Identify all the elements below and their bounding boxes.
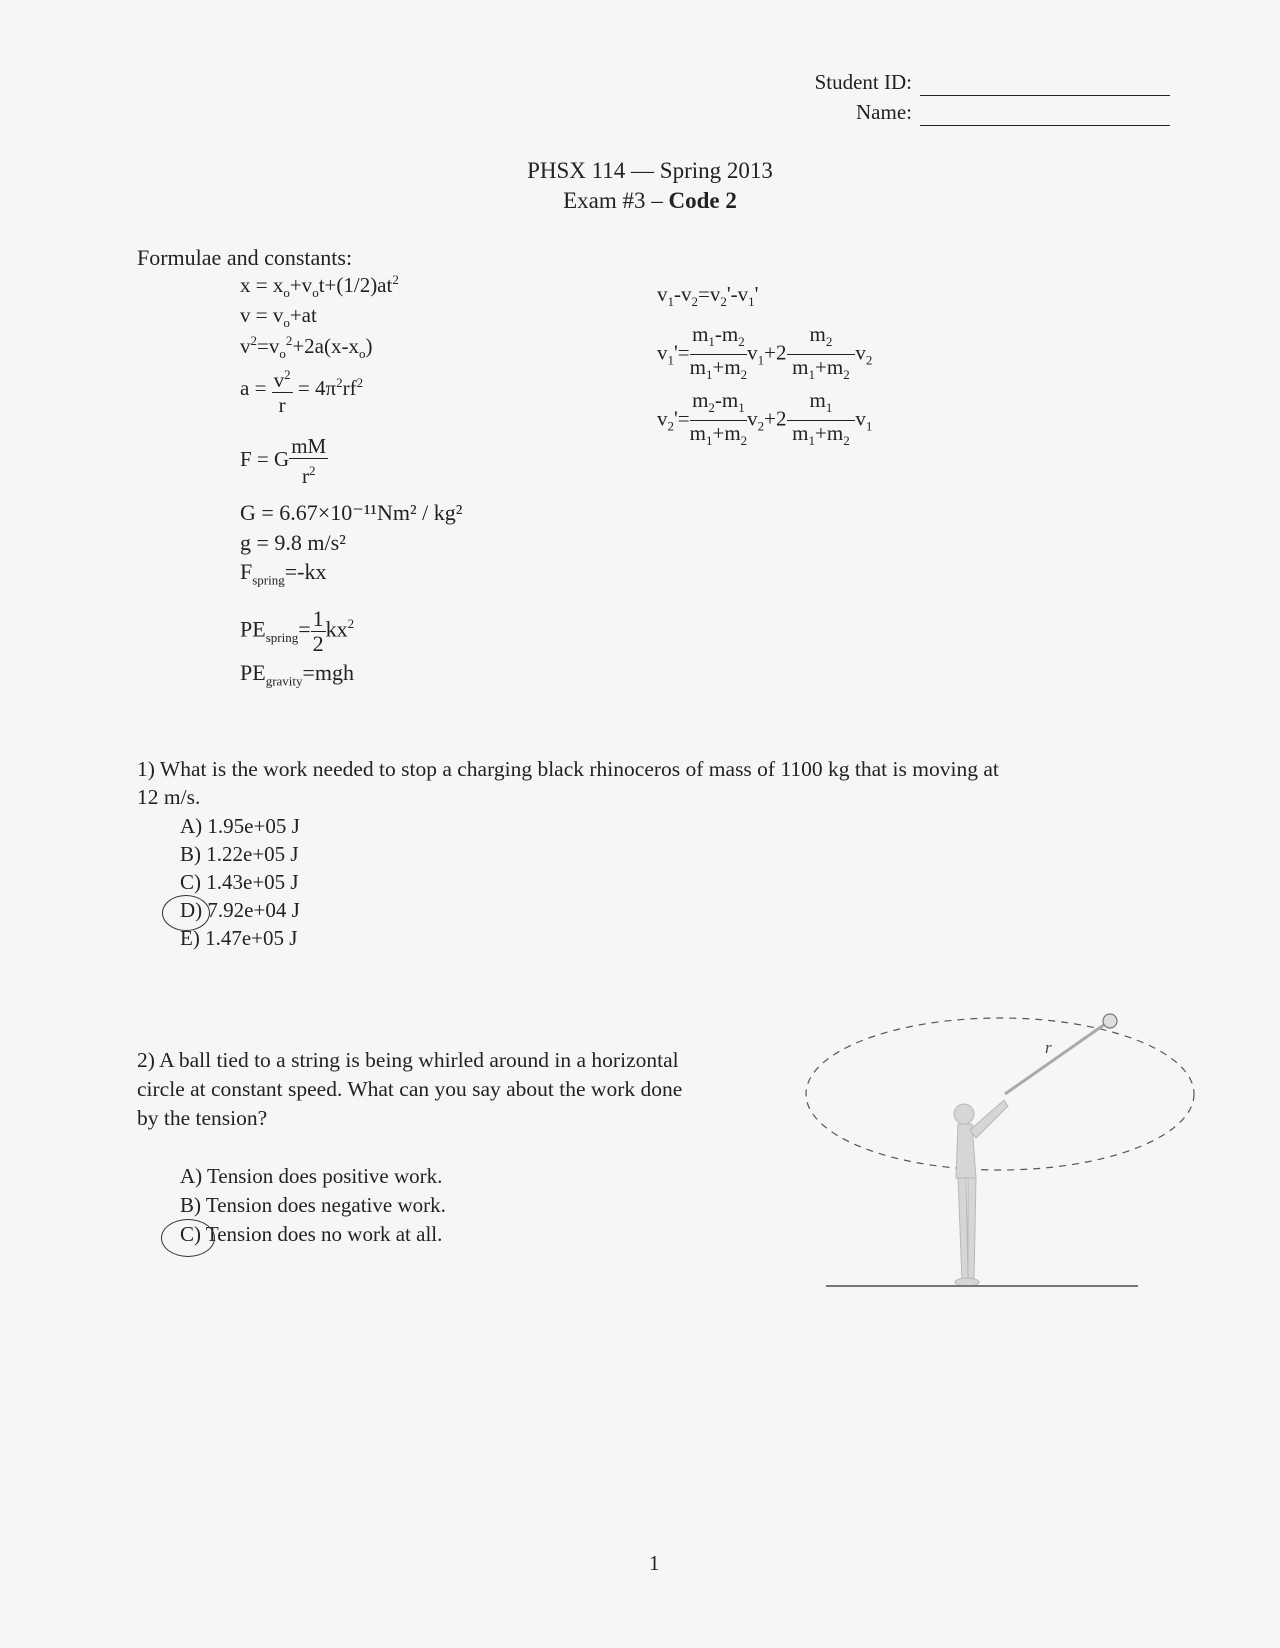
q2-option-c-letter: C) bbox=[180, 1222, 201, 1246]
gravitational-constant: G = 6.67×10⁻¹¹Nm² / kg² bbox=[240, 500, 463, 525]
q1-option-d-text: 7.92e+04 J bbox=[207, 898, 300, 922]
q1-option-b-letter: B) bbox=[180, 842, 201, 866]
person-figure bbox=[954, 1100, 1008, 1286]
radius-label: r bbox=[1045, 1038, 1052, 1057]
question-1-number: 1) bbox=[137, 757, 155, 781]
student-id-label: Student ID: bbox=[814, 70, 912, 94]
question-2-number: 2) bbox=[137, 1048, 155, 1072]
name-label: Name: bbox=[856, 100, 912, 124]
spring-force-formula: $F_{spring}=-kx$ bbox=[240, 559, 327, 588]
q2-option-b-text: Tension does negative work. bbox=[205, 1193, 446, 1217]
page-number: 1 bbox=[649, 1551, 660, 1575]
question-2-text-line-2: circle at constant speed. What can you say about the work done bbox=[137, 1077, 683, 1101]
gravitation-formula: F = G $\frac{mM}{r^2}$ bbox=[240, 434, 327, 488]
q2-option-b-letter: B) bbox=[180, 1193, 201, 1217]
kinematics-position-formula: $x = x_o+v_ot+(1/2)at^2$ bbox=[240, 272, 399, 301]
string bbox=[1005, 1022, 1108, 1094]
exam-prefix: Exam #3 – bbox=[563, 188, 669, 213]
relative-velocity-formula: $v_1-v_2=v_2'-v_1'$ bbox=[657, 282, 759, 310]
question-2-text-line-3: by the tension? bbox=[137, 1106, 268, 1130]
q2-option-a-letter: A) bbox=[180, 1164, 203, 1188]
final-velocity-2-formula: $v_2'=$ $\frac{m_2-m_1}{m_1+m_2}$ $v_2+2$ $\frac{m_1}{m_1+m_2}$ $v_1$ bbox=[657, 388, 873, 449]
q1-option-b-text: 1.22e+05 J bbox=[206, 842, 299, 866]
q1-option-e-text: 1.47e+05 J bbox=[205, 926, 298, 950]
g-value: g = 9.8 m/s² bbox=[240, 530, 346, 555]
q1-option-a-text: 1.95e+05 J bbox=[207, 814, 300, 838]
q1-option-e-letter: E) bbox=[180, 926, 200, 950]
q1-option-a-letter: A) bbox=[180, 814, 203, 838]
question-1-text-line-2: 12 m/s. bbox=[137, 785, 201, 809]
circular-path bbox=[806, 1018, 1194, 1170]
q1-option-d-letter: D) bbox=[180, 898, 203, 922]
q2-option-c-text: Tension does no work at all. bbox=[205, 1222, 443, 1246]
gravity-pe-formula: $PE_{gravity}=mgh$ bbox=[240, 660, 355, 689]
q1-option-c-letter: C) bbox=[180, 870, 201, 894]
kinematics-velocity-squared-formula: $v^2=v_o^2+2a(x-x_o)$ bbox=[240, 333, 373, 362]
spring-pe-formula: $PE_{spring}=$ $\frac{1}{2}$ $kx^2$ bbox=[240, 606, 355, 656]
final-velocity-1-formula: $v_1'=$ $\frac{m_1-m_2}{m_1+m_2}$ $v_1+2$ $\frac{m_2}{m_1+m_2}$ $v_2$ bbox=[657, 322, 873, 383]
exam-code: Code 2 bbox=[668, 188, 737, 213]
course-title: PHSX 114 — Spring 2013 bbox=[527, 158, 773, 183]
question-2-text-line-1: A ball tied to a string is being whirled around in a horizontal bbox=[159, 1048, 679, 1072]
ball bbox=[1103, 1014, 1117, 1028]
q2-option-a-text: Tension does positive work. bbox=[207, 1164, 443, 1188]
question-1-text-line-1: What is the work needed to stop a charging black rhinoceros of mass of 1100 kg that is moving at bbox=[159, 757, 999, 781]
formulae-heading: Formulae and constants: bbox=[137, 245, 353, 270]
q1-option-c-text: 1.43e+05 J bbox=[206, 870, 299, 894]
centripetal-acceleration-formula: a = $\frac{v^2}{r}$ = $4\pi^2rf^2$ bbox=[240, 363, 363, 417]
kinematics-velocity-formula: $v = v_o+at$ bbox=[240, 303, 317, 331]
